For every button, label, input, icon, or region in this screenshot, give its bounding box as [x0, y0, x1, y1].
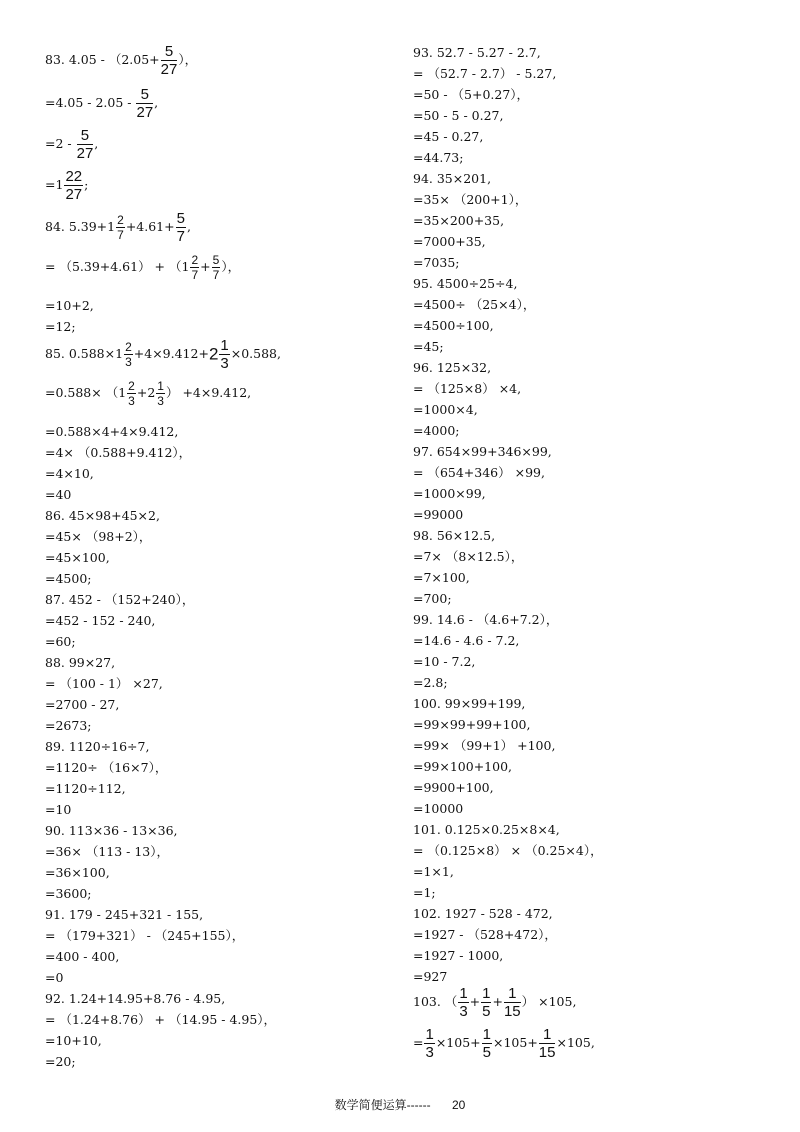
step-line: [413, 612, 558, 628]
fraction-denominator: 3: [459, 1003, 468, 1020]
step-line: [413, 150, 463, 166]
expression-text: = （1.24+8.76） + （14.95 - 4.95），: [45, 1012, 277, 1027]
expression-text: =3600;: [45, 886, 92, 901]
expression-text: =10+10,: [45, 1033, 102, 1048]
step-line: [45, 338, 281, 371]
expression-text: =45 - 0.27,: [413, 129, 484, 144]
expression-text: =10: [45, 802, 72, 817]
expression-text: +: [492, 994, 503, 1009]
step-line: [45, 865, 110, 881]
expression-text: =99000: [413, 507, 464, 522]
expression-text: 103. （: [413, 994, 458, 1009]
expression-text: =45;: [413, 339, 444, 354]
step-line: [45, 739, 149, 755]
fraction: [176, 211, 186, 244]
expression-text: =50 - （5+0.27），: [413, 87, 530, 102]
fraction-numerator: 1: [425, 1026, 434, 1043]
expression-text: =36× （113 - 13），: [45, 844, 170, 859]
expression-text: =2.8;: [413, 675, 448, 690]
step-line: [45, 87, 158, 120]
fraction-numerator: 1: [539, 1027, 556, 1044]
fraction-denominator: 27: [76, 145, 94, 162]
step-line: [413, 234, 486, 250]
expression-text: = （125×8） ×4,: [413, 381, 522, 396]
expression-text: =50 - 5 - 0.27,: [413, 108, 504, 123]
step-line: [413, 549, 523, 565]
step-line: [413, 969, 447, 985]
step-line: [45, 169, 88, 202]
fraction-numerator: 5: [77, 128, 94, 145]
step-line: [413, 759, 512, 775]
fraction-numerator: 1: [220, 337, 229, 354]
fraction-denominator: 3: [157, 394, 164, 408]
expression-text: =700;: [413, 591, 452, 606]
expression-text: =7035;: [413, 255, 460, 270]
step-line: [45, 970, 63, 986]
fraction-denominator: 27: [136, 104, 154, 121]
step-line: [413, 297, 535, 313]
step-line: [45, 128, 98, 161]
expression-text: ） +4×9.412,: [165, 385, 252, 400]
expression-text: =44.73;: [413, 150, 464, 165]
expression-text: =4×10,: [45, 466, 94, 481]
fraction-denominator: 27: [160, 61, 178, 78]
step-line: [45, 907, 203, 923]
step-line: [413, 906, 553, 922]
expression-text: +2: [136, 385, 156, 400]
expression-text: =35×200+35,: [413, 213, 505, 228]
step-line: [45, 466, 94, 482]
step-line: [45, 1033, 102, 1049]
step-line: [45, 781, 126, 797]
step-line: [45, 802, 71, 818]
step-line: [413, 843, 603, 859]
fraction-numerator: 1: [482, 985, 491, 1002]
fraction-numerator: 2: [191, 253, 199, 267]
expression-text: = （52.7 - 2.7） - 5.27,: [413, 66, 557, 81]
step-line: [45, 1054, 76, 1070]
fraction-numerator: 2: [128, 379, 135, 393]
step-line: [413, 108, 503, 124]
expression-text: 87. 452 - （152+240），: [45, 592, 195, 607]
fraction-denominator: 3: [220, 355, 229, 372]
step-line: [413, 171, 491, 187]
step-line: [45, 380, 251, 407]
expression-text: 94. 35×201,: [413, 171, 492, 186]
step-line: [45, 823, 178, 839]
expression-text: =10 - 7.2,: [413, 654, 476, 669]
fraction-numerator: 1: [157, 379, 164, 393]
expression-text: =36×100,: [45, 865, 110, 880]
step-line: [413, 486, 486, 502]
expression-text: =1;: [413, 885, 436, 900]
expression-text: 2: [208, 344, 219, 364]
fraction: [458, 986, 468, 1019]
step-line: [45, 1012, 276, 1028]
expression-text: =14.6 - 4.6 - 7.2,: [413, 633, 520, 648]
expression-text: =1000×99,: [413, 486, 486, 501]
step-line: [45, 928, 244, 944]
expression-text: = （0.125×8） × （0.25×4），: [413, 843, 603, 858]
step-line: [413, 360, 491, 376]
expression-text: 102. 1927 - 528 - 472,: [413, 906, 553, 921]
step-line: [413, 864, 454, 880]
fraction: [156, 380, 165, 407]
step-line: [45, 44, 197, 77]
expression-text: =4.05 - 2.05 -: [45, 95, 136, 110]
fraction-numerator: 5: [161, 44, 178, 61]
step-line: [413, 339, 444, 355]
expression-text: =60;: [45, 634, 76, 649]
step-line: [413, 465, 545, 481]
step-line: [45, 991, 225, 1007]
step-line: [413, 276, 517, 292]
step-line: [45, 211, 191, 244]
fraction-numerator: 1: [482, 1026, 491, 1043]
step-line: [413, 927, 557, 943]
expression-text: 83. 4.05 - （2.05+: [45, 52, 160, 67]
step-line: [413, 318, 494, 334]
step-line: [413, 654, 475, 670]
fraction: [136, 87, 153, 120]
expression-text: ×105,: [556, 1035, 595, 1050]
fraction-numerator: 1: [504, 986, 521, 1003]
step-line: [413, 948, 503, 964]
expression-text: =10000: [413, 801, 464, 816]
expression-text: ,: [154, 95, 159, 110]
step-line: [45, 319, 76, 335]
expression-text: 98. 56×12.5,: [413, 528, 496, 543]
expression-text: +4.61+: [125, 219, 175, 234]
step-line: [45, 298, 94, 314]
step-line: [45, 592, 194, 608]
step-line: [45, 949, 119, 965]
fraction: [481, 986, 491, 1019]
fraction: [482, 1027, 492, 1060]
fraction-numerator: 5: [136, 87, 153, 104]
fraction: [504, 986, 521, 1019]
expression-text: =20;: [45, 1054, 76, 1069]
expression-text: =452 - 152 - 240,: [45, 613, 156, 628]
step-line: [45, 697, 119, 713]
expression-text: ;: [84, 177, 89, 192]
step-line: [413, 801, 463, 817]
expression-text: =99×100+100,: [413, 759, 513, 774]
fraction-denominator: 27: [65, 186, 83, 203]
fraction: [424, 1027, 434, 1060]
expression-text: 84. 5.39+1: [45, 219, 116, 234]
expression-text: =1000×4,: [413, 402, 478, 417]
fraction-denominator: 5: [482, 1044, 491, 1061]
page-footer: [0, 1096, 800, 1113]
step-line: [413, 717, 530, 733]
step-line: [45, 655, 115, 671]
step-line: [413, 192, 527, 208]
step-line: [413, 696, 525, 712]
step-line: [413, 423, 460, 439]
step-line: [413, 213, 504, 229]
fraction: [64, 169, 83, 202]
expression-text: =4000;: [413, 423, 460, 438]
expression-text: =1120÷ （16×7），: [45, 760, 168, 775]
expression-text: 96. 125×32,: [413, 360, 492, 375]
step-line: [45, 613, 155, 629]
expression-text: ,: [186, 219, 191, 234]
fraction-denominator: 5: [482, 1003, 491, 1020]
footer-title: 数学简便运算------: [334, 1098, 431, 1112]
expression-text: =2 -: [45, 136, 76, 151]
fraction-numerator: 1: [459, 985, 468, 1002]
step-line: [45, 886, 92, 902]
step-line: [413, 591, 452, 607]
expression-text: =4500÷ （25×4），: [413, 297, 536, 312]
fraction: [161, 44, 178, 77]
fraction-numerator: 2: [117, 213, 124, 227]
expression-text: ×105+: [492, 1035, 538, 1050]
expression-text: ） ×105,: [521, 994, 577, 1009]
expression-text: =99×99+99+100,: [413, 717, 531, 732]
step-line: [45, 571, 92, 587]
step-line: [413, 255, 460, 271]
expression-text: =0.588×4+4×9.412,: [45, 424, 179, 439]
expression-text: =10+2,: [45, 298, 94, 313]
page-number: 20: [451, 1098, 466, 1112]
expression-text: ），: [178, 52, 198, 67]
expression-text: =99× （99+1） +100,: [413, 738, 556, 753]
step-line: [45, 529, 151, 545]
fraction: [539, 1027, 556, 1060]
fraction-denominator: 3: [425, 1044, 434, 1061]
step-line: [413, 129, 483, 145]
fraction-denominator: 7: [191, 268, 199, 282]
expression-text: =2673;: [45, 718, 92, 733]
expression-text: =2700 - 27,: [45, 697, 120, 712]
step-line: [45, 844, 169, 860]
expression-text: 89. 1120÷16÷7,: [45, 739, 150, 754]
step-line: [413, 507, 463, 523]
expression-text: ），: [221, 259, 241, 274]
expression-text: 101. 0.125×0.25×8×4,: [413, 822, 560, 837]
step-line: [413, 381, 521, 397]
expression-text: =35× （200+1），: [413, 192, 528, 207]
expression-text: 86. 45×98+45×2,: [45, 508, 160, 523]
expression-text: =40: [45, 487, 72, 502]
step-line: [413, 87, 529, 103]
step-line: [413, 885, 436, 901]
expression-text: =400 - 400,: [45, 949, 120, 964]
expression-text: 85. 0.588×1: [45, 346, 124, 361]
expression-text: =1927 - （528+472），: [413, 927, 557, 942]
expression-text: = （654+346） ×99,: [413, 465, 545, 480]
step-line: [45, 487, 71, 503]
fraction-denominator: 3: [125, 355, 132, 369]
fraction: [77, 128, 94, 161]
expression-text: =7×100,: [413, 570, 470, 585]
expression-text: =0: [45, 970, 64, 985]
expression-text: =: [413, 1035, 424, 1050]
fraction: [127, 380, 136, 407]
expression-text: =9900+100,: [413, 780, 494, 795]
step-line: [413, 528, 495, 544]
expression-text: 93. 52.7 - 5.27 - 2.7,: [413, 45, 541, 60]
expression-text: =45×100,: [45, 550, 110, 565]
step-line: [45, 254, 240, 281]
step-line: [45, 760, 167, 776]
expression-text: =4500÷100,: [413, 318, 494, 333]
step-line: [413, 45, 541, 61]
step-line: [413, 402, 478, 418]
step-line: [45, 445, 191, 461]
step-line: [413, 822, 560, 838]
step-line: [45, 676, 163, 692]
expression-text: = （179+321） - （245+155），: [45, 928, 245, 943]
fraction: [190, 254, 199, 281]
expression-text: 97. 654×99+346×99,: [413, 444, 552, 459]
expression-text: ,: [94, 136, 99, 151]
fraction-denominator: 15: [503, 1003, 521, 1020]
step-line: [45, 508, 160, 524]
step-line: [45, 634, 76, 650]
fraction: [219, 338, 229, 371]
fraction-numerator: 5: [176, 210, 185, 227]
step-line: [413, 633, 519, 649]
expression-text: =1×1,: [413, 864, 454, 879]
expression-text: +: [469, 994, 481, 1009]
expression-text: ×0.588,: [230, 346, 281, 361]
fraction-denominator: 7: [117, 228, 124, 242]
expression-text: =1: [45, 177, 64, 192]
expression-text: =12;: [45, 319, 76, 334]
step-line: [413, 66, 556, 82]
fraction: [116, 214, 125, 241]
expression-text: =4× （0.588+9.412），: [45, 445, 192, 460]
expression-text: =927: [413, 969, 448, 984]
fraction-numerator: 5: [212, 253, 220, 267]
expression-text: 91. 179 - 245+321 - 155,: [45, 907, 204, 922]
step-line: [413, 986, 576, 1019]
expression-text: = （100 - 1） ×27,: [45, 676, 163, 691]
fraction-denominator: 7: [212, 268, 220, 282]
expression-text: 95. 4500÷25÷4,: [413, 276, 518, 291]
step-line: [45, 424, 178, 440]
expression-text: +: [200, 259, 211, 274]
step-line: [45, 550, 110, 566]
expression-text: =1927 - 1000,: [413, 948, 504, 963]
step-line: [413, 738, 555, 754]
expression-text: 88. 99×27,: [45, 655, 116, 670]
expression-text: 92. 1.24+14.95+8.76 - 4.95,: [45, 991, 226, 1006]
expression-text: +4×9.412+: [133, 346, 209, 361]
fraction: [212, 254, 221, 281]
expression-text: 100. 99×99+199,: [413, 696, 526, 711]
expression-text: ×105+: [435, 1035, 481, 1050]
expression-text: = （5.39+4.61） + （1: [45, 259, 190, 274]
fraction-denominator: 15: [538, 1044, 556, 1061]
step-line: [45, 718, 92, 734]
step-line: [413, 780, 494, 796]
expression-text: =45× （98+2），: [45, 529, 152, 544]
fraction-denominator: 3: [128, 394, 135, 408]
step-line: [413, 1027, 595, 1060]
expression-text: 99. 14.6 - （4.6+7.2），: [413, 612, 559, 627]
expression-text: =7000+35,: [413, 234, 486, 249]
expression-text: =0.588× （1: [45, 385, 127, 400]
expression-text: =1120÷112,: [45, 781, 126, 796]
expression-text: =7× （8×12.5），: [413, 549, 524, 564]
expression-text: =4500;: [45, 571, 92, 586]
fraction-numerator: 22: [65, 168, 83, 185]
fraction: [124, 341, 133, 368]
fraction-numerator: 2: [125, 340, 132, 354]
expression-text: 90. 113×36 - 13×36,: [45, 823, 178, 838]
step-line: [413, 570, 470, 586]
step-line: [413, 444, 552, 460]
fraction-denominator: 7: [176, 228, 185, 245]
step-line: [413, 675, 448, 691]
